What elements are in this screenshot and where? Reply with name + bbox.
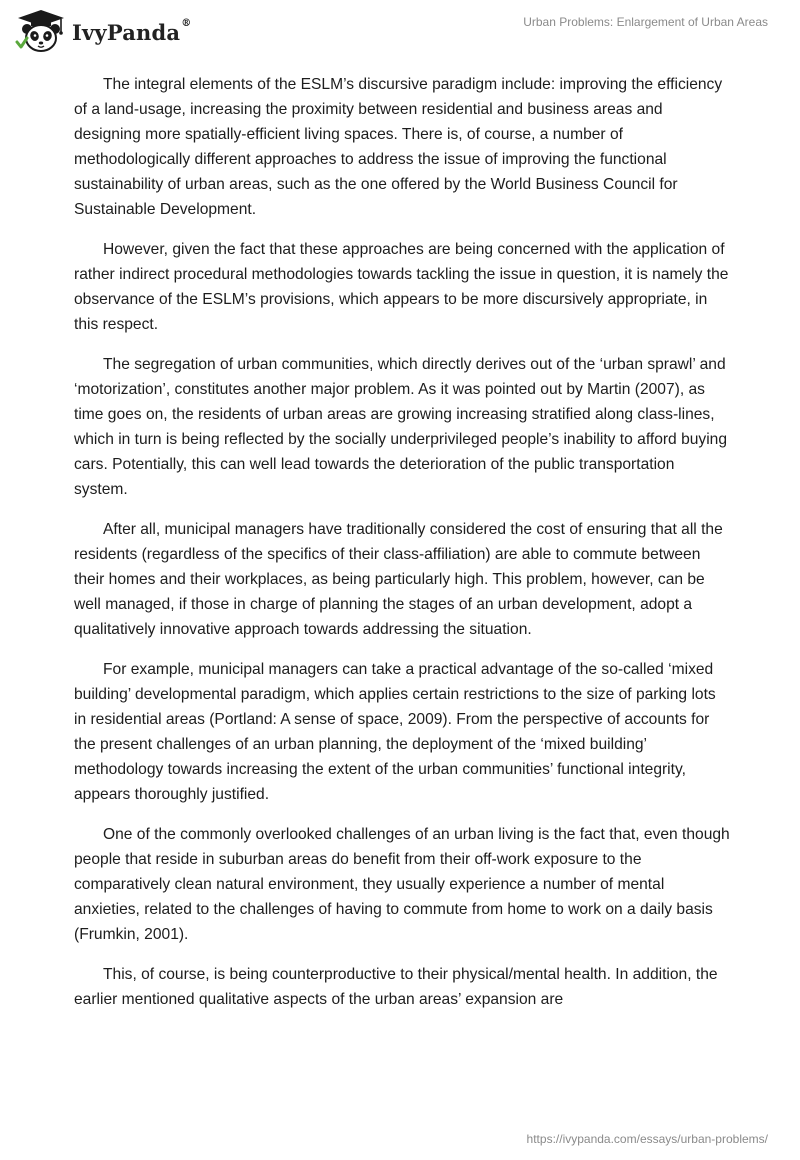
paragraph-5: For example, municipal managers can take a practical advantage of the so-called ‘mixed building’ developmental paradigm, which applies certain restrictions to the size of parking lots in residential areas (Portland: A sense of space, 2009). From the perspective of accounts for the present challenges of an urban planning, the deployment of the ‘mixed building’ methodology towards increasing the extent of the urban communities’ functional integrity, appears thoroughly justified. [74,661,716,803]
brand-name: IvyPanda® [72,17,192,45]
paragraph-2: However, given the fact that these approaches are being concerned with the application of rather indirect procedural methodologies towards tackling the issue in question, it is namely the observance of the ESLM’s provisions, which appears to be more discursively appropriate, in this respect. [74,241,729,333]
registered-mark: ® [181,17,192,29]
panda-graduate-icon [14,8,68,54]
running-title: Urban Problems: Enlargement of Urban Areas [523,15,768,29]
paragraph-1: The integral elements of the ESLM’s discursive paradigm include: improving the efficiency of a land-usage, increasing the proximity between residential and business areas and designing more spatially-efficient living spaces. There is, of course, a number of methodologically different approaches to address the issue of improving the functional sustainability of urban areas, such as the one offered by the World Business Council for Sustainable Development. [74,76,723,218]
paragraph-4: After all, municipal managers have traditionally considered the cost of ensuring that all the residents (regardless of the specifics of their class-affiliation) are able to commute between their homes and their workplaces, as being particularly high. This problem, however, can be well managed, if those in charge of planning the stages of an urban development, adopt a qualitatively innovative approach towards addressing the situation. [74,521,723,638]
paragraph-7: This, of course, is being counterproductive to their physical/mental health. In addition, the earlier mentioned qualitative aspects of the urban areas’ expansion are [74,966,718,1008]
brand-logo[interactable] [14,8,191,54]
paragraph-6: One of the commonly overlooked challenges of an urban living is the fact that, even though people that reside in suburban areas do benefit from their off-work exposure to the comparatively clean natural environment, they usually experience a number of mental anxieties, related to the challenges of having to commute from home to work on a daily basis (Frumkin, 2001). [74,826,730,943]
page-header [0,0,800,60]
paragraph-3: The segregation of urban communities, which directly derives out of the ‘urban sprawl’ and ‘motorization’, constitutes another major problem. As it was pointed out by Martin (2007), as time goes on, the residents of urban areas are growing increasing stratified along class-lines, which in turn is being reflected by the socially underprivileged people’s inability to afford buying cars. Potentially, this can well lead towards the deterioration of the public transportation system. [74,356,728,498]
essay-body [74,72,730,1027]
footer-url[interactable]: https://ivypanda.com/essays/urban-problems/ [526,1132,768,1146]
